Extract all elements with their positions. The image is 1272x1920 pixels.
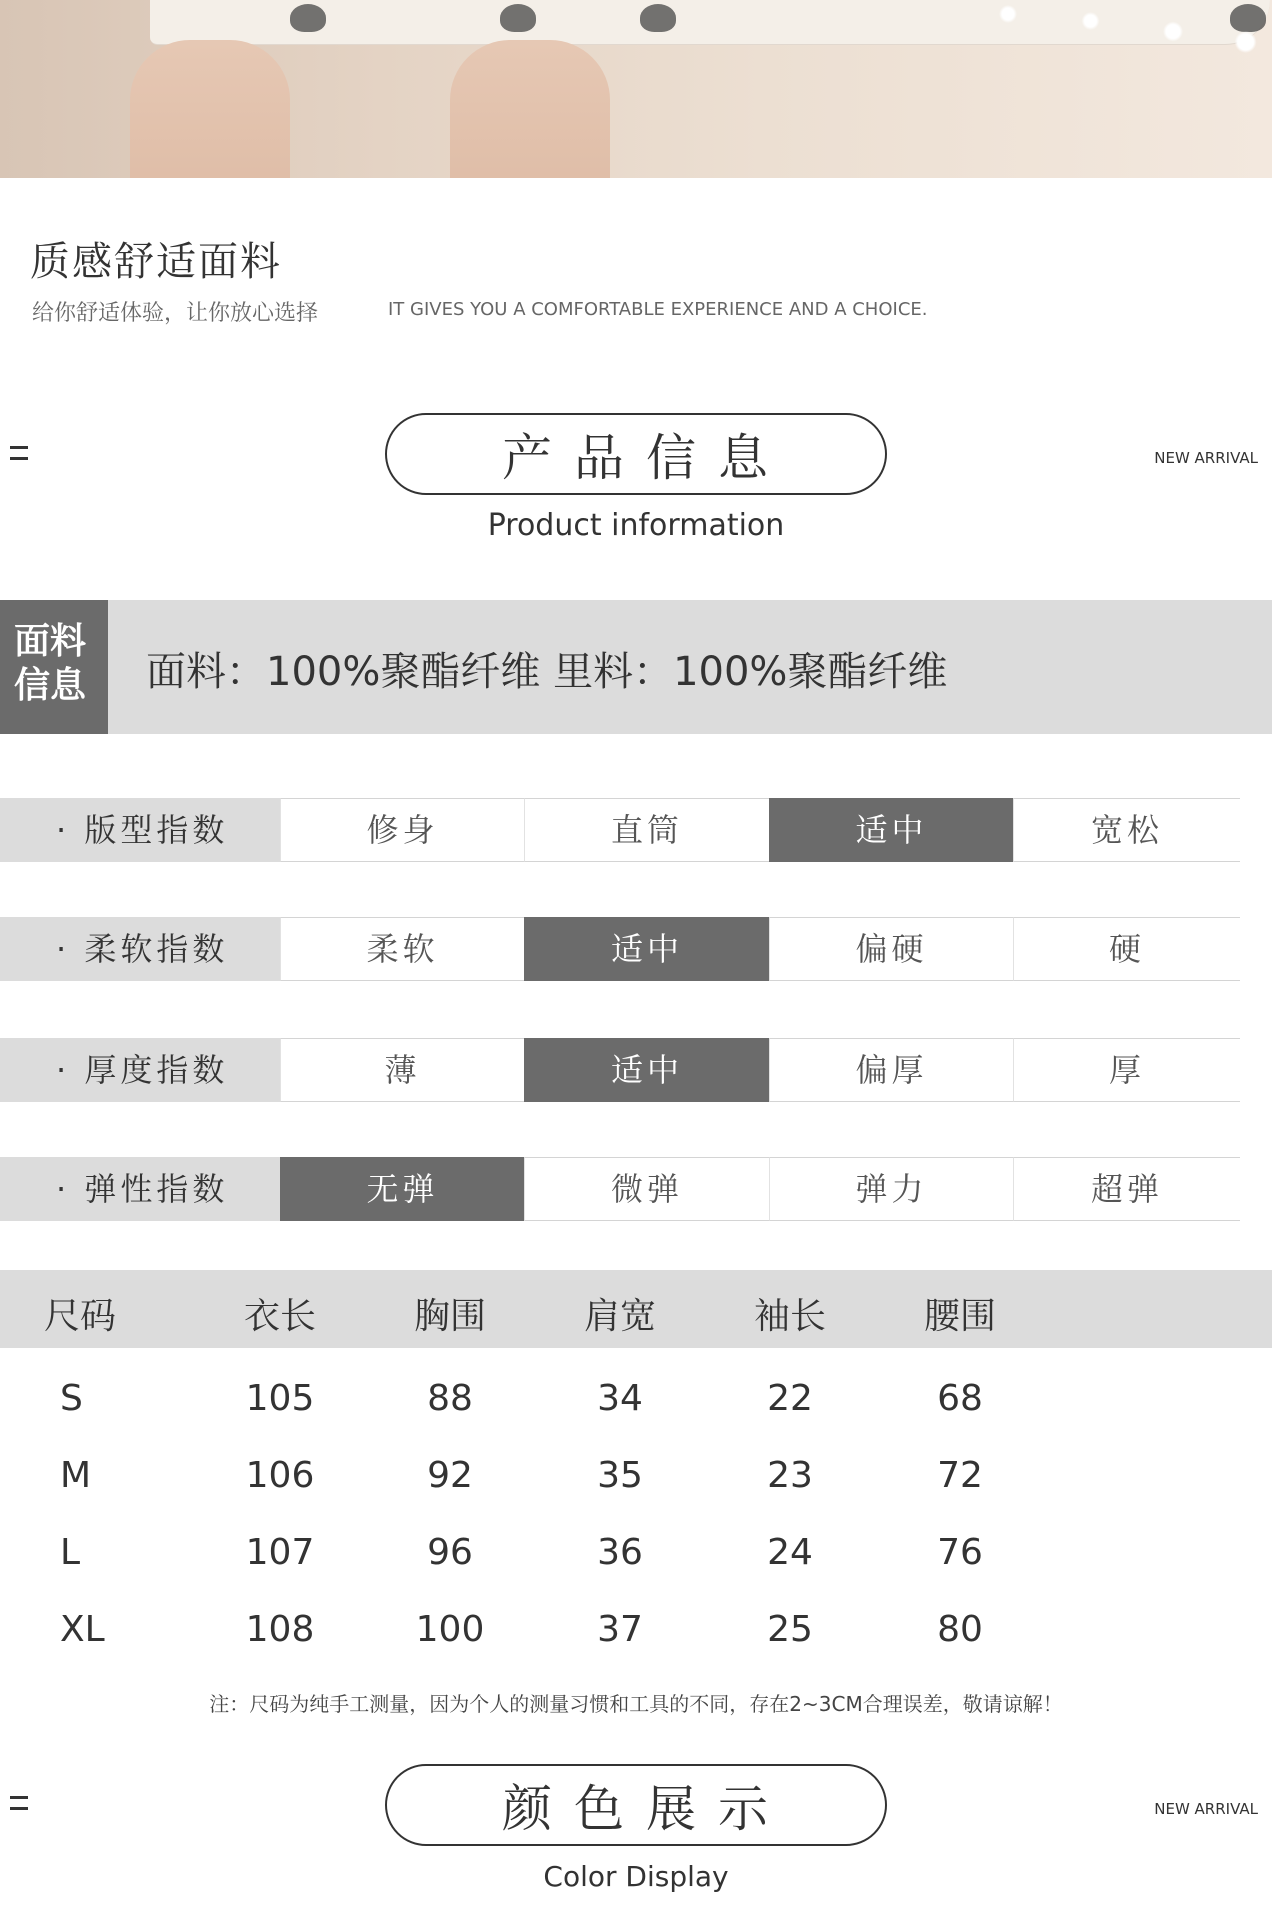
size-header-cell: 腰围 [923,1296,996,1337]
size-header-cell: 尺码 [43,1296,116,1337]
product-info-title: 产品信息 [385,413,887,495]
size-cell: 108 [245,1609,315,1650]
size-cell: 23 [767,1455,813,1496]
index-option: 硬 [1013,917,1240,981]
index-option: 无弹 [280,1157,524,1221]
size-cell: 92 [427,1455,473,1496]
table-row [0,1445,1272,1505]
fabric-subtitle-en: IT GIVES YOU A COMFORTABLE EXPERIENCE AND A CHOICE. [388,299,928,320]
table-row [0,1599,1272,1659]
size-cell: L [60,1532,81,1573]
product-info-subtitle: Product information [487,508,785,543]
index-option: 适中 [524,1038,769,1102]
size-cell: XL [60,1609,105,1650]
fabric-title: 质感舒适面料 [30,239,282,285]
index-row [0,917,1240,981]
table-row [0,1522,1272,1582]
fabric-info-tag: 面料信息 [0,600,108,734]
index-option: 柔软 [280,917,524,981]
size-cell: 68 [937,1378,983,1419]
table-row [0,1368,1272,1428]
new-arrival-badge: NEW ARRIVAL [1154,1800,1258,1818]
size-cell: 22 [767,1378,813,1419]
size-header-cell: 袖长 [753,1296,826,1337]
size-cell: 24 [767,1532,813,1573]
size-cell: 36 [597,1532,643,1573]
size-cell: 100 [415,1609,485,1650]
size-cell: 88 [427,1378,473,1419]
fabric-info-text: 面料：100%聚酯纤维 里料：100%聚酯纤维 [146,649,948,695]
index-label: · 柔软指数 [0,917,280,981]
size-cell: 34 [597,1378,643,1419]
index-option: 修身 [280,798,524,862]
index-row [0,1157,1240,1221]
index-option: 微弹 [524,1157,769,1221]
index-option: 直筒 [524,798,769,862]
size-cell: 37 [597,1609,643,1650]
index-label: · 厚度指数 [0,1038,280,1102]
size-cell: 76 [937,1532,983,1573]
color-display-title: 颜色展示 [385,1764,887,1846]
size-cell: 80 [937,1609,983,1650]
index-option: 适中 [524,917,769,981]
size-cell: 35 [597,1455,643,1496]
index-row [0,798,1240,862]
size-cell: 106 [245,1455,315,1496]
index-option: 宽松 [1013,798,1240,862]
size-header-cell: 肩宽 [583,1296,656,1337]
color-display-subtitle: Color Display [543,1860,729,1893]
size-cell: 105 [245,1378,315,1419]
index-option: 薄 [280,1038,524,1102]
index-option: 超弹 [1013,1157,1240,1221]
fabric-subtitle-cn: 给你舒适体验，让你放心选择 [32,301,319,326]
index-option: 适中 [769,798,1013,862]
index-row [0,1038,1240,1102]
index-option: 偏硬 [769,917,1013,981]
index-label: · 弹性指数 [0,1157,280,1221]
size-cell: 72 [937,1455,983,1496]
fabric-info-bar [0,600,1272,734]
size-cell: 25 [767,1609,813,1650]
size-note: 注：尺码为纯手工测量，因为个人的测量习惯和工具的不同，存在2~3CM合理误差，敬请谅解！ [209,1692,1063,1716]
size-header-cell: 衣长 [243,1296,316,1337]
menu-icon[interactable] [10,446,28,468]
new-arrival-badge: NEW ARRIVAL [1154,449,1258,467]
index-option: 厚 [1013,1038,1240,1102]
size-table-header [0,1270,1272,1348]
size-cell: 107 [245,1532,315,1573]
size-cell: S [60,1378,83,1419]
index-option: 偏厚 [769,1038,1013,1102]
menu-icon[interactable] [10,1796,28,1818]
size-header-cell: 胸围 [413,1296,486,1337]
hero-photo [0,0,1272,178]
index-label: · 版型指数 [0,798,280,862]
index-option: 弹力 [769,1157,1013,1221]
size-cell: 96 [427,1532,473,1573]
size-cell: M [60,1455,92,1496]
